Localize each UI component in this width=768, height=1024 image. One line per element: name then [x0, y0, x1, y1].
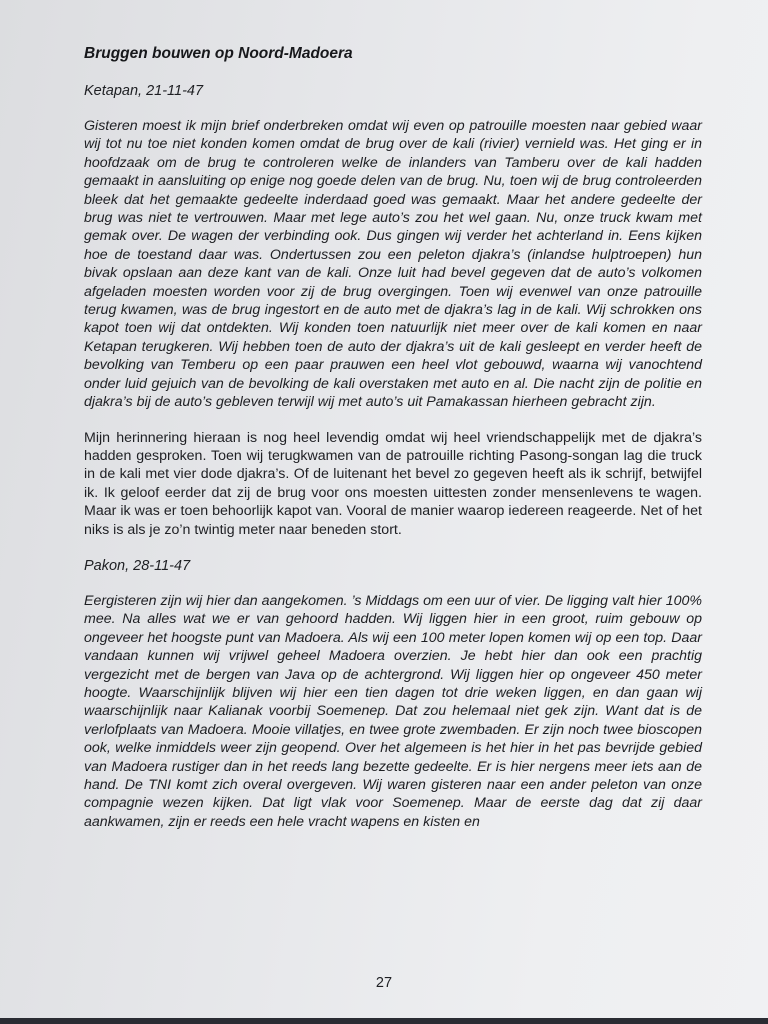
entry-date-pakon: Pakon, 28-11-47	[84, 557, 191, 574]
commentary-paragraph: Mijn herinnering hieraan is nog heel levendig omdat wij heel vriendschappelijk met de djakra’s hadden gesproken. Toen wij terugkwamen van de patrouille richting Pasong-songan lag die truck in de kali met vier dode djakra’s. Of de luitenant het bevel zo gegeven heeft als ik schrijf, betwijfel ik. Ik geloof eerder dat zij de brug voor ons moesten uittesten zonder mensenlevens te wagen. Maar ik was er toen behoorlijk kapot van. Vooral de manier waarop iedereen reageerde. Net of het niks is als je zo’n twintig meter naar beneden stort.	[84, 429, 702, 538]
chapter-title: Bruggen bouwen op Noord-Madoera	[84, 45, 353, 62]
entry-date-ketapan: Ketapan, 21-11-47	[84, 83, 204, 99]
page-content	[84, 44, 702, 848]
letter-paragraph: Gisteren moest ik mijn brief onderbreken omdat wij even op patrouille moesten naar gebied waar wij tot nu toe niet konden komen omdat de brug over de kali (rivier) vernield was. Het ging er in hoofdzaak om de brug te controleren welke de inlanders van Tamberu over de kali hadden gemaakt in aansluiting op enige nog goede delen van de brug. Nu, toen wij de brug controleerden bleek dat het gemaakte gedeelte inderdaad goed was gemaakt. Maar het andere gedeelte der brug was niet te vertrouwen. Maar met lege auto’s zou het wel gaan. Nu, onze truck kwam met gemak over. De wagen der verbinding ook. Dus gingen wij verder het achterland in. Eens kijken hoe de toestand daar was. Ondertussen zou een peleton djakra’s (inlandse hulptroepen) hun bivak opslaan aan deze kant van de kali. Onze luit had bevel gegeven dat de auto’s volkomen afgeladen moesten worden voor zij de brug overgingen. Toen wij evenwel van onze patrouille terug kwamen, was de brug ingestort en de auto met de djakra’s lag in de kali. Wij schrokken ons kapot toen wij dat ontdekten. Wij konden toen natuurlijk niet meer over de kali komen en naar Ketapan terugkeren. Wij hebben toen de auto der djakra’s uit de kali gesleept en verder heeft de bevolking van Temberu op een paar prauwen een heel vlot gebouwd, waarna wij vanochtend onder luid gejuich van de bevolking de kali overstaken met auto en al. Die nacht zijn de politie en djakra’s bij de auto’s gebleven terwijl wij met auto’s uit Pamakassan hierheen gebracht zijn.	[84, 118, 702, 411]
letter-paragraph: Eergisteren zijn wij hier dan aangekomen. ’s Middags om een uur of vier. De ligging valt hier 100% mee. Na alles wat we er van gehoord hadden. Wij liggen hier in een groot, ruim gebouw op ongeveer het hoogste punt van Madoera. Als wij een 100 meter lopen komen wij op een top. Daar vandaan kunnen wij vrijwel geheel Madoera overzien. Je hebt hier dan ook een prachtig vergezicht met de bergen van Java op de achtergrond. Wij liggen hier op ongeveer 450 meter hoogte. Waarschijnlijk blijven wij hier een tien dagen tot drie weken liggen, en dan gaan wij waarschijnlijk naar Kalianak voorbij Soemenep. Dat zou helemaal niet gek zijn. Want dat is de verlofplaats van Madoera. Mooie villatjes, en twee grote zwembaden. Er zijn noch twee bioscopen ook, welke inmiddels weer zijn geopend. Over het algemeen is het hier in het pas bevrijde gebied van Madoera rustiger dan in het reeds lang bezette gedeelte. Er is hier nergens meer iets aan de hand. De TNI komt zich overal overgeven. Wij waren gisteren naar een ander peleton van onze compagnie wezen kijken. Dat ligt vlak voor Soemenep. Maar de eerste dag dat zij daar aankwamen, zijn er reeds een hele vracht wapens en kisten en	[84, 592, 702, 830]
page-number: 27	[375, 975, 393, 991]
